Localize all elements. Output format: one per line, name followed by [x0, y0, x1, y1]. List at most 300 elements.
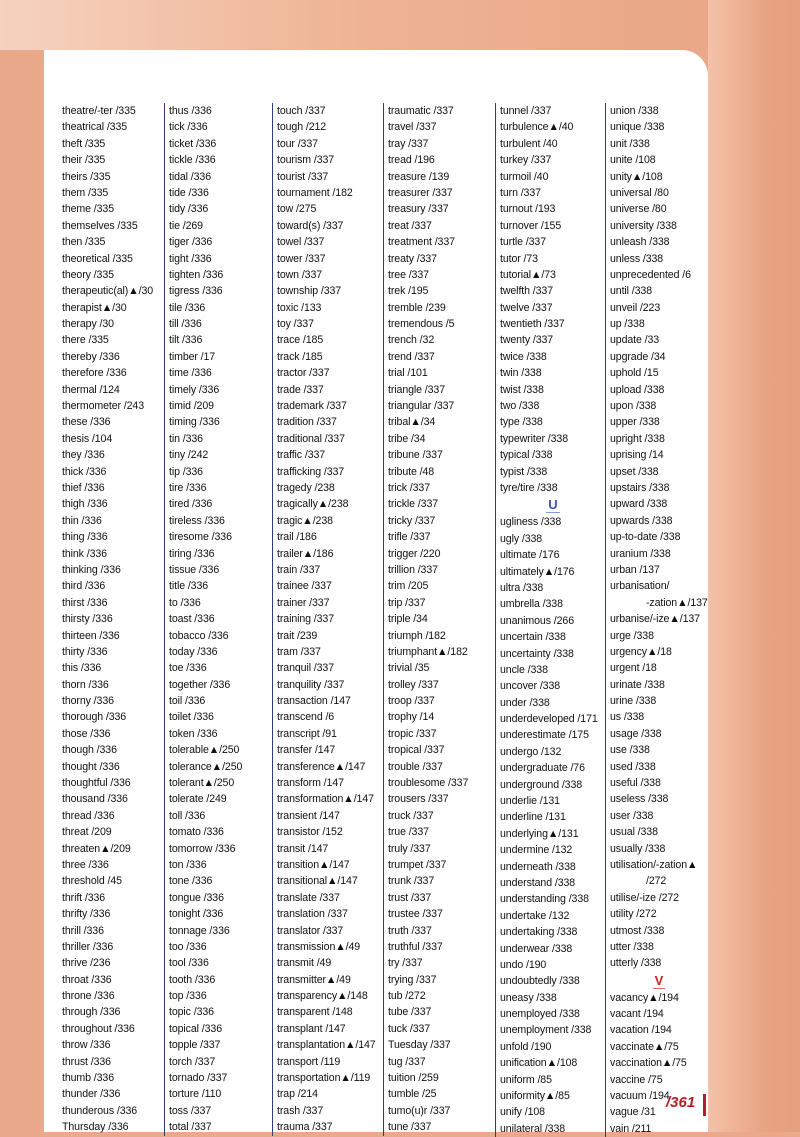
index-entry: think /336: [62, 547, 107, 560]
index-entry: ultimate /176: [500, 549, 560, 562]
index-entry: twenty /337: [500, 334, 554, 347]
index-entry: translation /337: [277, 908, 348, 921]
top-decorative-band: [0, 0, 800, 50]
index-entry: transport /119: [277, 1055, 341, 1068]
index-entry: triple /34: [388, 613, 428, 626]
index-entry: tuition /259: [388, 1072, 439, 1085]
index-entry: themselves /335: [62, 219, 138, 232]
index-entry: underneath /338: [500, 860, 576, 873]
index-entry: tram /337: [277, 645, 321, 658]
index-entry: their /335: [62, 154, 106, 167]
index-entry: usually /338: [610, 842, 666, 855]
index-entry: thriller /336: [62, 940, 114, 953]
index-column: [495, 103, 606, 1137]
index-entry: tolerant▲/250: [169, 777, 235, 790]
index-entry: transparent /148: [277, 1006, 353, 1019]
index-entry: troublesome /337: [388, 777, 469, 790]
index-entry: thief /336: [62, 481, 105, 494]
index-entry: undertake /132: [500, 909, 570, 922]
index-entry: twin /338: [500, 367, 542, 380]
index-entry: thorough /336: [62, 711, 127, 724]
index-entry: urban /137: [610, 563, 660, 576]
index-entry: vacation /194: [610, 1024, 672, 1037]
index-entry: trunk /337: [388, 875, 435, 888]
index-entry: undo /190: [500, 958, 547, 971]
index-entry: tight /336: [169, 252, 212, 265]
index-entry: tune /337: [388, 1121, 432, 1134]
index-entry: tree /337: [388, 268, 429, 281]
index-entry: tone /336: [169, 875, 213, 888]
index-entry: utmost /338: [610, 924, 665, 937]
index-entry: therapeutic(al)▲/30: [62, 285, 154, 298]
index-entry: timber /17: [169, 350, 216, 363]
index-entry: transfer /147: [277, 744, 336, 757]
index-entry: turbulence▲/40: [500, 121, 574, 134]
index-entry: theirs /335: [62, 170, 111, 183]
index-entry: therefore /336: [62, 367, 127, 380]
index-entry: till /336: [169, 318, 202, 331]
index-entry: transparency▲/148: [277, 990, 368, 1003]
index-entry: therapy /30: [62, 318, 114, 331]
index-entry: truthful /337: [388, 940, 443, 953]
index-entry: train /337: [277, 563, 321, 576]
index-entry: trust /337: [388, 891, 432, 904]
index-entry: timid /209: [169, 400, 214, 413]
index-entry: triumphant▲/182: [388, 645, 468, 658]
index-entry: upward /338: [610, 498, 668, 511]
index-column: [164, 103, 273, 1136]
index-entry: track /185: [277, 350, 323, 363]
index-entry: underlie /131: [500, 795, 560, 808]
index-entry: trick /337: [388, 481, 430, 494]
index-entry: traffic /337: [277, 449, 326, 462]
index-entry: toast /336: [169, 613, 215, 626]
index-entry: unanimous /266: [500, 614, 574, 627]
index-entry: then /335: [62, 236, 106, 249]
index-entry: though /336: [62, 744, 117, 757]
index-entry: truth /337: [388, 924, 432, 937]
index-entry: upwards /338: [610, 514, 673, 527]
index-entry: tragic▲/238: [277, 514, 333, 527]
index-entry: tigress /336: [169, 285, 223, 298]
index-entry: tough /212: [277, 121, 327, 134]
index-entry: tidy /336: [169, 203, 209, 216]
index-entry: toy /337: [277, 318, 314, 331]
index-entry: tile /336: [169, 301, 206, 314]
index-entry: transmit /49: [277, 957, 332, 970]
index-entry: those /336: [62, 727, 111, 740]
index-column: [383, 103, 494, 1136]
index-entry: ultimately▲/176: [500, 565, 575, 578]
index-entry: uprising /14: [610, 449, 664, 462]
index-entry: transcend /6: [277, 711, 335, 724]
index-entry: unveil /223: [610, 301, 661, 314]
index-entry: transform /147: [277, 777, 344, 790]
index-entry: town /337: [277, 268, 323, 281]
index-entry: tow /275: [277, 203, 317, 216]
index-entry: thrive /236: [62, 957, 111, 970]
index-entry: uncover /338: [500, 680, 561, 693]
index-entry: tuck /337: [388, 1022, 431, 1035]
index-entry: trash /337: [277, 1104, 324, 1117]
index-entry: thread /336: [62, 809, 115, 822]
index-entry: vacuum /194: [610, 1090, 670, 1103]
index-entry: urgency▲/18: [610, 645, 672, 658]
index-entry: tolerate /249: [169, 793, 227, 806]
index-entry: tolerance▲/250: [169, 760, 243, 773]
index-entry: tooth /336: [169, 973, 216, 986]
index-entry: translator /337: [277, 924, 344, 937]
index-entry: tranquil /337: [277, 662, 335, 675]
index-entry: transition▲/147: [277, 858, 350, 871]
index-entry: trail /186: [277, 531, 317, 544]
index-entry: tickle /336: [169, 154, 216, 167]
index-entry: vaccine /75: [610, 1073, 663, 1086]
index-entry: tube /337: [388, 1006, 432, 1019]
index-entry: tricky /337: [388, 514, 436, 527]
index-entry: this /336: [62, 662, 102, 675]
index-entry: tonnage /336: [169, 924, 230, 937]
index-entry: tired /336: [169, 498, 213, 511]
index-entry: /272: [646, 875, 667, 888]
index-entry: tribute /48: [388, 465, 435, 478]
index-page: [44, 50, 708, 1135]
index-entry: trainee /337: [277, 580, 332, 593]
index-entry: thorn /336: [62, 678, 109, 691]
index-entry: underestimate /175: [500, 729, 589, 742]
index-entry: transference▲/147: [277, 760, 366, 773]
index-entry: usage /338: [610, 727, 662, 740]
index-entry: umbrella /338: [500, 598, 563, 611]
index-entry: topple /337: [169, 1039, 221, 1052]
index-entry: tip /336: [169, 465, 203, 478]
index-entry: trailer▲/186: [277, 547, 334, 560]
index-entry: undergo /132: [500, 745, 562, 758]
index-entry: undermine /132: [500, 844, 573, 857]
index-entry: underlying▲/131: [500, 827, 579, 840]
index-entry: unique /338: [610, 121, 665, 134]
index-entry: topic /336: [169, 1006, 214, 1019]
index-entry: thereby /336: [62, 350, 120, 363]
index-entry: together /336: [169, 678, 231, 691]
index-entry: token /336: [169, 727, 218, 740]
index-entry: theoretical /335: [62, 252, 133, 265]
index-entry: vague /31: [610, 1106, 656, 1119]
index-entry: use /338: [610, 744, 650, 757]
index-entry: transcript /91: [277, 727, 337, 740]
index-entry: vacant /194: [610, 1008, 664, 1021]
index-entry: upgrade /34: [610, 350, 666, 363]
index-entry: today /336: [169, 645, 218, 658]
index-entry: tunnel /337: [500, 105, 552, 117]
index-entry: tiring /336: [169, 547, 215, 560]
index-entry: thrust /336: [62, 1055, 111, 1068]
index-entry: threaten▲/209: [62, 842, 131, 855]
index-entry: trip /337: [388, 596, 426, 609]
index-entry: treat /337: [388, 219, 432, 232]
index-entry: tiger /336: [169, 236, 213, 249]
index-entry: trifle /337: [388, 531, 431, 544]
index-entry: two /338: [500, 400, 540, 413]
index-entry: travel /337: [388, 121, 437, 134]
index-entry: thick /336: [62, 465, 107, 478]
index-entry: trumpet /337: [388, 858, 447, 871]
index-entry: trace /185: [277, 334, 324, 347]
index-entry: tutor /73: [500, 252, 538, 265]
index-entry: tobacco /336: [169, 629, 229, 642]
index-entry: upright /338: [610, 432, 665, 445]
index-entry: thrifty /336: [62, 908, 111, 921]
index-entry: ton /336: [169, 858, 207, 871]
index-entry: uncle /338: [500, 663, 548, 676]
index-entry: therapist▲/30: [62, 301, 127, 314]
index-entry: twist /338: [500, 383, 544, 396]
index-entry: to /336: [169, 596, 201, 609]
index-entry: unify /108: [500, 1106, 545, 1119]
index-entry: total /337: [169, 1121, 212, 1134]
index-entry: thumb /336: [62, 1072, 115, 1085]
index-entry: tourism /337: [277, 154, 335, 167]
index-entry: undergraduate /76: [500, 762, 585, 775]
index-entry: thigh /336: [62, 498, 108, 511]
index-entry: upset /338: [610, 465, 659, 478]
index-entry: tradition /337: [277, 416, 337, 429]
right-decorative-band: [708, 0, 800, 1132]
index-entry: utilise/-ize /272: [610, 891, 679, 904]
index-entry: thirsty /336: [62, 613, 113, 626]
index-entry: uncertain /338: [500, 631, 566, 644]
index-entry: treaty /337: [388, 252, 437, 265]
index-entry: trying /337: [388, 973, 437, 986]
index-entry: throat /336: [62, 973, 112, 986]
index-entry: tribune /337: [388, 449, 443, 462]
index-entry: thrift /336: [62, 891, 106, 904]
index-entry: torch /337: [169, 1055, 216, 1068]
index-entry: utterly /338: [610, 957, 662, 970]
index-entry: underground /338: [500, 778, 583, 791]
index-entry: thousand /336: [62, 793, 128, 806]
index-entry: tin /336: [169, 432, 203, 445]
index-entry: user /338: [610, 809, 654, 822]
index-entry: trim /205: [388, 580, 429, 593]
index-entry: useful /338: [610, 777, 661, 790]
index-entry: tire /336: [169, 481, 207, 494]
index-entry: ugliness /338: [500, 516, 562, 529]
index-entry: trademark /337: [277, 400, 347, 413]
index-entry: tug /337: [388, 1055, 426, 1068]
index-entry: theatrical /335: [62, 121, 128, 134]
index-entry: tilt /336: [169, 334, 203, 347]
index-entry: thirty /336: [62, 645, 108, 658]
index-entry: utility /272: [610, 908, 657, 921]
index-entry: trophy /14: [388, 711, 435, 724]
index-entry: trouble /337: [388, 760, 443, 773]
index-entry: unleash /338: [610, 236, 670, 249]
index-entry: university /338: [610, 219, 677, 232]
index-entry: tragedy /238: [277, 481, 335, 494]
index-entry: troop /337: [388, 695, 435, 708]
index-entry: torture /110: [169, 1088, 222, 1101]
index-entry: uncertainty /338: [500, 647, 574, 660]
index-entry: these /336: [62, 416, 111, 429]
index-entry: ultra /338: [500, 581, 544, 594]
index-entry: utilisation/-zation▲: [610, 858, 698, 871]
index-entry: tournament /182: [277, 186, 353, 199]
index-entry: through /336: [62, 1006, 121, 1019]
index-entry: title /336: [169, 580, 209, 593]
index-entry: tourist /337: [277, 170, 329, 183]
index-entry: tiresome /336: [169, 531, 232, 544]
index-entry: universal /80: [610, 186, 669, 199]
index-entry: transitional▲/147: [277, 875, 358, 888]
index-entry: usual /338: [610, 826, 658, 839]
index-entry: tractor /337: [277, 367, 330, 380]
index-entry: upon /338: [610, 400, 657, 413]
index-entry: training /337: [277, 613, 335, 626]
index-entry: touch /337: [277, 105, 326, 117]
index-entry: theft /335: [62, 137, 106, 150]
index-entry: transaction /147: [277, 695, 351, 708]
index-entry: traditional /337: [277, 432, 345, 445]
index-entry: urge /338: [610, 629, 654, 642]
index-entry: turnover /155: [500, 219, 562, 232]
index-entry: used /338: [610, 760, 656, 773]
index-entry: transmission▲/49: [277, 940, 361, 953]
index-entry: upstairs /338: [610, 481, 670, 494]
index-entry: trickle /337: [388, 498, 439, 511]
index-entry: there /335: [62, 334, 109, 347]
index-entry: tonight /336: [169, 908, 224, 921]
index-entry: trousers /337: [388, 793, 449, 806]
page-number: /361: [666, 1094, 696, 1111]
index-entry: triangular /337: [388, 400, 455, 413]
index-entry: twentieth /337: [500, 318, 565, 331]
index-entry: treatment /337: [388, 236, 455, 249]
index-entry: understanding /338: [500, 893, 589, 906]
index-entry: time /336: [169, 367, 212, 380]
index-entry: underline /131: [500, 811, 566, 824]
index-entry: toe /336: [169, 662, 207, 675]
index-entry: uranium /338: [610, 547, 671, 560]
index-entry: truly /337: [388, 842, 431, 855]
index-entry: vaccination▲/75: [610, 1057, 687, 1070]
index-entry: undoubtedly /338: [500, 975, 580, 988]
index-entry: tower /337: [277, 252, 326, 265]
index-entry: transportation▲/119: [277, 1072, 371, 1085]
index-entry: urgent /18: [610, 662, 657, 675]
index-column: [605, 103, 708, 1137]
index-entry: tray /337: [388, 137, 429, 150]
index-entry: tragically▲/238: [277, 498, 349, 511]
index-entry: transit /147: [277, 842, 329, 855]
index-entry: understand /338: [500, 876, 576, 889]
index-entry: union /338: [610, 105, 659, 117]
index-entry: thermal /124: [62, 383, 120, 396]
index-column: [58, 103, 168, 1136]
index-entry: ticket /336: [169, 137, 217, 150]
index-entry: treasury /337: [388, 203, 449, 216]
index-entry: unemployment /338: [500, 1024, 592, 1037]
page-number-bar: [703, 1094, 706, 1116]
index-entry: thought /336: [62, 760, 120, 773]
index-entry: trainer /337: [277, 596, 330, 609]
index-entry: Thursday /336: [62, 1121, 129, 1134]
index-entry: tornado /337: [169, 1072, 228, 1085]
index-entry: toll /336: [169, 809, 206, 822]
index-entry: triangle /337: [388, 383, 446, 396]
index-entry: township /337: [277, 285, 342, 298]
index-entry: upper /338: [610, 416, 660, 429]
index-entry: tissue /336: [169, 563, 220, 576]
index-entry: tub /272: [388, 990, 426, 1003]
index-entry: trustee /337: [388, 908, 443, 921]
index-entry: timing /336: [169, 416, 220, 429]
index-entry: throughout /336: [62, 1022, 135, 1035]
index-entry: threat /209: [62, 826, 112, 839]
index-entry: tomato /336: [169, 826, 224, 839]
index-entry: try /337: [388, 957, 423, 970]
index-entry: transmitter▲/49: [277, 973, 351, 986]
index-entry: unity▲/108: [610, 170, 663, 183]
index-entry: transformation▲/147: [277, 793, 374, 806]
index-entry: unprecedented /6: [610, 268, 691, 281]
index-entry: too /336: [169, 940, 207, 953]
index-entry: toss /337: [169, 1104, 212, 1117]
index-entry: thin /336: [62, 514, 102, 527]
index-entry: typewriter /338: [500, 432, 568, 445]
index-entry: under /338: [500, 696, 550, 709]
index-entry: true /337: [388, 826, 429, 839]
index-entry: unemployed /338: [500, 1008, 580, 1021]
index-entry: tutorial▲/73: [500, 268, 556, 281]
index-entry: treasure /139: [388, 170, 450, 183]
index-entry: tomorrow /336: [169, 842, 236, 855]
index-column: [272, 103, 383, 1136]
index-entry: tie /269: [169, 219, 203, 232]
index-entry: thrill /336: [62, 924, 104, 937]
index-entry: twelfth /337: [500, 285, 553, 298]
index-entry: up-to-date /338: [610, 531, 681, 544]
index-entry: trek /195: [388, 285, 429, 298]
index-entry: throw /336: [62, 1039, 111, 1052]
index-entry: urbanise/-ize▲/137: [610, 613, 700, 626]
index-entry: trolley /337: [388, 678, 439, 691]
index-entry: ugly /338: [500, 532, 543, 545]
index-entry: type /338: [500, 416, 543, 429]
index-entry: turmoil /40: [500, 170, 549, 183]
index-entry: threshold /45: [62, 875, 122, 888]
index-entry: three /336: [62, 858, 109, 871]
index-entry: they /336: [62, 449, 105, 462]
index-entry: urbanisation/: [610, 580, 670, 593]
index-entry: uniform /85: [500, 1073, 552, 1086]
index-entry: tolerable▲/250: [169, 744, 240, 757]
index-entry: turn /337: [500, 186, 541, 199]
index-entry: typical /338: [500, 449, 553, 462]
index-entry: trillion /337: [388, 563, 438, 576]
index-entry: unification▲/108: [500, 1057, 578, 1070]
index-entry: us /338: [610, 711, 645, 724]
index-entry: twice /338: [500, 350, 547, 363]
index-entry: turnout /193: [500, 203, 556, 216]
index-entry: thirst /336: [62, 596, 108, 609]
index-entry: transplant /147: [277, 1022, 346, 1035]
index-entry: urine /338: [610, 695, 657, 708]
index-entry: thorny /336: [62, 695, 114, 708]
index-entry: tick /336: [169, 121, 208, 134]
index-entry: thirteen /336: [62, 629, 120, 642]
index-entry: theatre/-ter /335: [62, 105, 136, 117]
